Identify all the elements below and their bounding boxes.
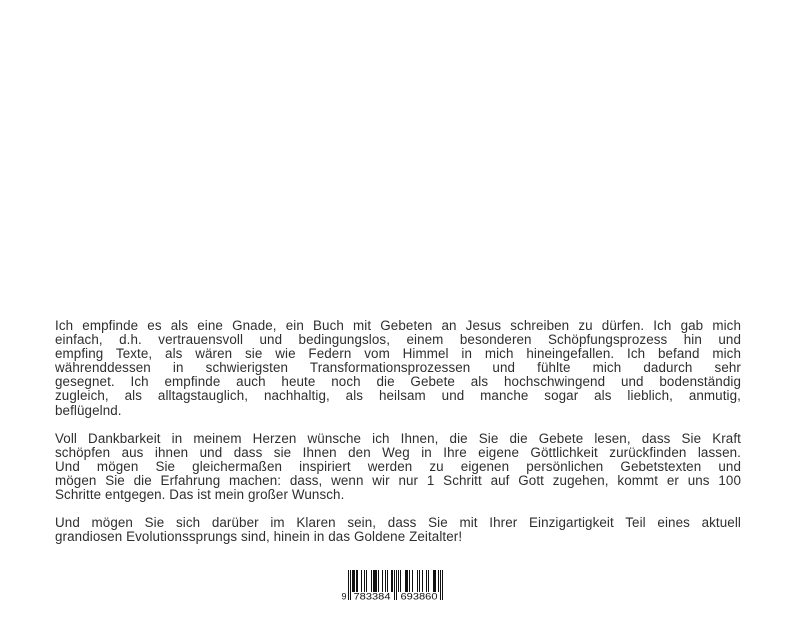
text-line: zugleich, als alltagstauglich, nachhaltig, als heilsam und manche sogar als lieblich, anmutig, bbox=[55, 388, 741, 404]
barcode-leading-digit: 9 bbox=[341, 591, 347, 602]
text-line: empfing Texte, als wären sie wie Federn vom Himmel in mich hineingefallen. Ich befand mich bbox=[55, 346, 741, 362]
text-line: Und mögen Sie sich darüber im Klaren sein, dass Sie mit Ihrer Einzigartigkeit Teil eines aktuell bbox=[55, 515, 741, 531]
barcode-right-digits: 693860 bbox=[400, 591, 438, 602]
text-line: mögen Sie die Erfahrung machen: dass, wenn wir nur 1 Schritt auf Gott zugehen, kommt er uns 100 bbox=[55, 473, 741, 489]
text-line: gesegnet. Ich empfinde auch heute noch die Gebete als hochschwingend und bodenständig bbox=[55, 374, 741, 390]
text-line: beflügelnd. bbox=[55, 402, 122, 418]
back-cover-text bbox=[55, 319, 741, 545]
barcode-left-digits: 783384 bbox=[353, 591, 391, 602]
text-line: währenddessen in schwierigsten Transformationsprozessen und fühlte mich dadurch sehr bbox=[55, 360, 741, 376]
ean13-barcode-svg bbox=[339, 570, 443, 602]
text-line: grandiosen Evolutionssprungs sind, hinein in das Goldene Zeitalter! bbox=[55, 529, 463, 545]
paragraph bbox=[55, 319, 741, 418]
text-line: Und mögen Sie gleichermaßen inspiriert werden zu eigenen persönlichen Gebetstexten und bbox=[55, 458, 741, 474]
text-line: schöpfen aus ihnen und dass sie Ihnen den Weg in Ihre eigene Göttlichkeit zurückfinden lassen. bbox=[55, 444, 741, 460]
text-line: Schritte entgegen. Das ist mein großer Wunsch. bbox=[55, 487, 345, 503]
paragraph bbox=[55, 432, 741, 502]
isbn-barcode bbox=[339, 570, 443, 602]
text-line: Ich empfinde es als eine Gnade, ein Buch mit Gebeten an Jesus schreiben zu dürfen. Ich gab mich bbox=[55, 318, 741, 333]
text-line: Voll Dankbarkeit in meinem Herzen wünsche ich Ihnen, die Sie die Gebete lesen, dass Sie Kraft bbox=[55, 430, 741, 446]
paragraph bbox=[55, 516, 741, 544]
text-line: einfach, d.h. vertrauensvoll und bedingungslos, einem besonderen Schöpfungsprozess hin und bbox=[55, 332, 741, 348]
